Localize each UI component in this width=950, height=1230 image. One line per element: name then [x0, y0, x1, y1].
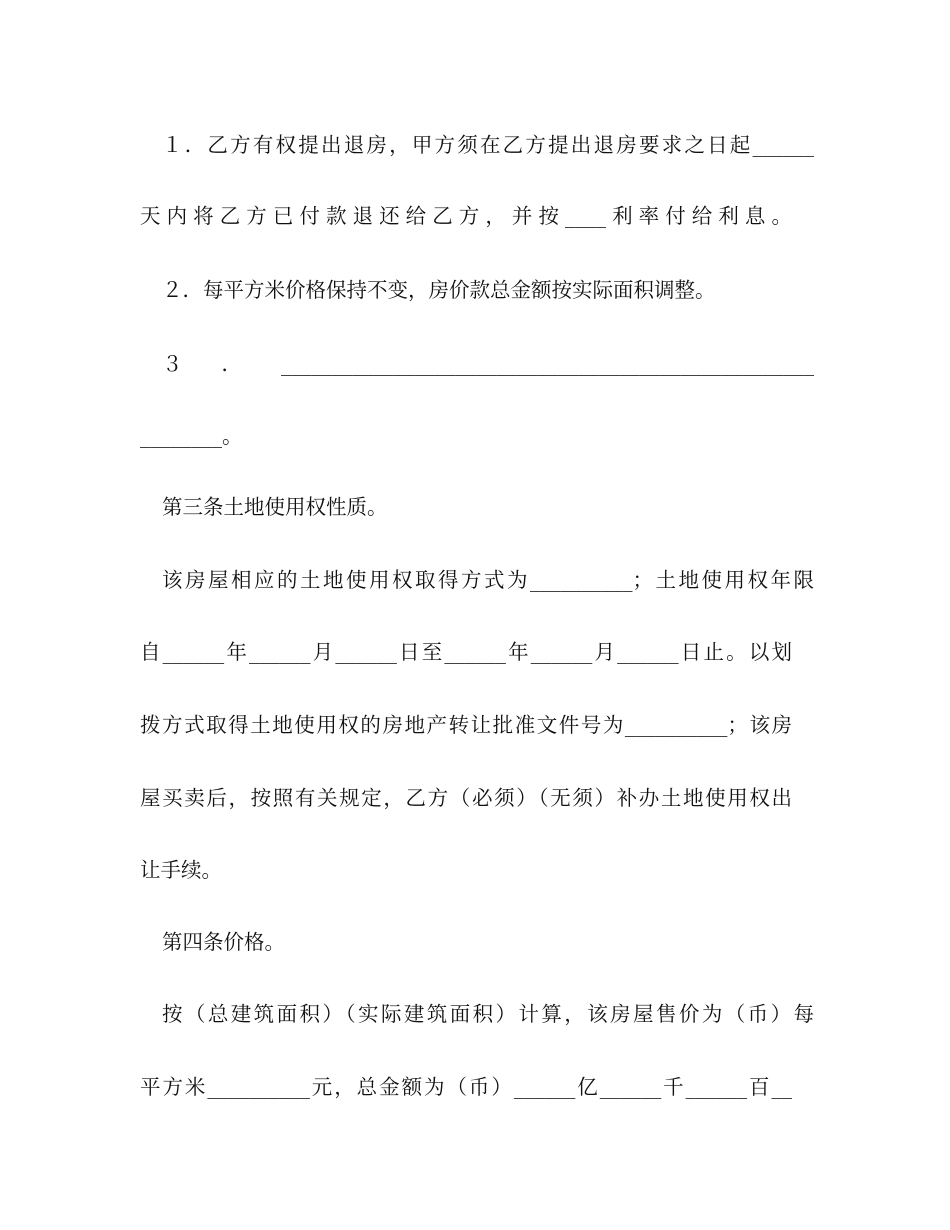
- land-use-line-4: 屋买卖后，按照有关规定，乙方（必须）（无须）补办土地使用权出: [140, 786, 792, 810]
- land-use-line-2: 自______年______月______日至______年______月______日止。以划: [140, 640, 792, 664]
- refund-clause-line-2: 天内将乙方已付款退还给乙方，并按____利率付给利息。: [140, 204, 792, 228]
- price-adjust-clause: ２．每平方米价格保持不变，房价款总金额按实际面积调整。: [162, 278, 716, 302]
- price-line-1: 按（总建筑面积）（实际建筑面积）计算，该房屋售价为（币）每: [162, 1002, 814, 1026]
- refund-clause-line-1: １．乙方有权提出退房，甲方须在乙方提出退房要求之日起______: [162, 133, 814, 157]
- article-4-heading: 第四条价格。: [162, 930, 285, 954]
- blank-clause-3-line-1: ３．____________________________________________________: [162, 352, 814, 376]
- land-use-line-5: 让手续。: [140, 858, 222, 882]
- price-line-2: 平方米__________元，总金额为（币）______亿______千______百__: [140, 1075, 792, 1099]
- land-use-line-3: 拨方式取得土地使用权的房地产转让批准文件号为__________；该房: [140, 713, 792, 737]
- article-3-heading: 第三条土地使用权性质。: [162, 495, 388, 519]
- blank-clause-3-line-2: ________。: [140, 424, 243, 448]
- land-use-line-1: 该房屋相应的土地使用权取得方式为__________；土地使用权年限: [162, 568, 814, 592]
